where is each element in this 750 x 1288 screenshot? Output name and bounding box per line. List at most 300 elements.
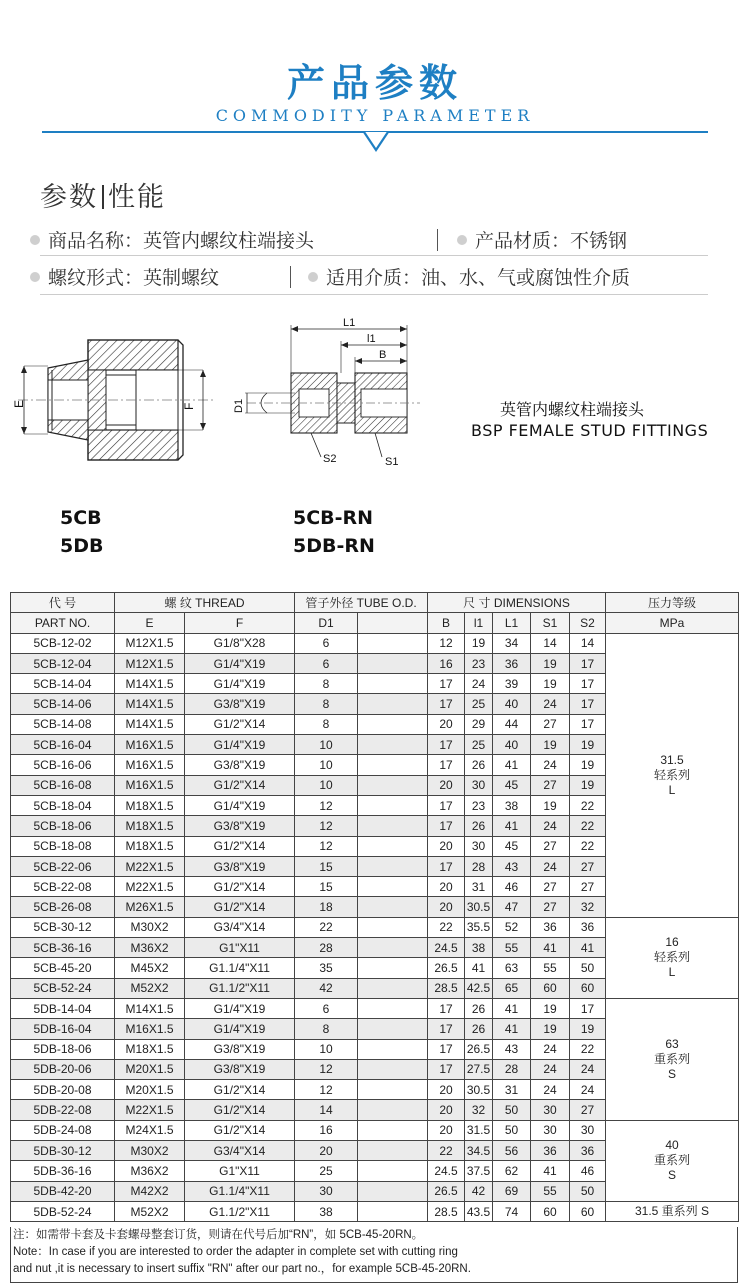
table-cell: G1/4"X19 bbox=[185, 735, 295, 755]
table-cell-blank bbox=[358, 836, 428, 856]
table-cell-blank bbox=[358, 1141, 428, 1161]
table-cell: 8 bbox=[295, 674, 358, 694]
table-cell: 30 bbox=[295, 1181, 358, 1201]
table-cell: M24X1.5 bbox=[115, 1120, 185, 1140]
table-cell: 50 bbox=[493, 1120, 531, 1140]
table-cell: 19 bbox=[531, 795, 570, 815]
table-cell: 24 bbox=[570, 1059, 606, 1079]
header-pressure: 压力等级 bbox=[606, 593, 739, 613]
table-cell: 42 bbox=[465, 1181, 493, 1201]
table-cell: 27 bbox=[570, 877, 606, 897]
table-cell: 36 bbox=[531, 1141, 570, 1161]
table-cell: 22 bbox=[570, 816, 606, 836]
bullet-icon bbox=[30, 235, 40, 245]
property-row-divider bbox=[40, 294, 708, 295]
table-cell-blank bbox=[358, 1181, 428, 1201]
table-cell: M18X1.5 bbox=[115, 836, 185, 856]
pressure-value: 16 bbox=[665, 935, 679, 950]
table-cell: 19 bbox=[531, 998, 570, 1018]
table-cell-blank bbox=[358, 816, 428, 836]
table-cell: 5DB-22-08 bbox=[11, 1100, 115, 1120]
table-cell: M14X1.5 bbox=[115, 714, 185, 734]
table-cell: G1"X11 bbox=[185, 1161, 295, 1181]
table-cell: 40 bbox=[493, 694, 531, 714]
table-cell: 17 bbox=[428, 735, 465, 755]
table-cell: 5DB-42-20 bbox=[11, 1181, 115, 1201]
table-cell: 74 bbox=[493, 1201, 531, 1221]
table-cell: M18X1.5 bbox=[115, 1039, 185, 1059]
table-cell-blank bbox=[358, 775, 428, 795]
table-cell: 28.5 bbox=[428, 1201, 465, 1221]
table-header-row bbox=[11, 593, 739, 613]
table-cell: G3/8"X19 bbox=[185, 1039, 295, 1059]
table-cell: 19 bbox=[531, 653, 570, 673]
table-cell: 19 bbox=[570, 755, 606, 775]
spec-table bbox=[10, 592, 739, 1222]
table-cell: 22 bbox=[570, 836, 606, 856]
table-cell: 30 bbox=[570, 1120, 606, 1140]
table-cell: 23 bbox=[465, 653, 493, 673]
table-cell-blank bbox=[358, 897, 428, 917]
table-cell: 31 bbox=[465, 877, 493, 897]
property-thread-type: 螺纹形式：英制螺纹 bbox=[30, 263, 219, 290]
table-cell: 22 bbox=[570, 1039, 606, 1059]
property-medium: 适用介质：油、水、气或腐蚀性介质 bbox=[308, 263, 630, 290]
dim-label-l1-lower: l1 bbox=[367, 333, 376, 345]
header-dimensions: 尺 寸 DIMENSIONS bbox=[428, 593, 606, 613]
table-cell: G1/2"X14 bbox=[185, 897, 295, 917]
dim-label-s1: S1 bbox=[385, 456, 399, 468]
model-5db-rn: 5DB-RN bbox=[293, 535, 375, 557]
note-line-cn: 注：如需带卡套及卡套螺母整套订货，则请在代号后加“RN”，如 5CB-45-20RN。 bbox=[13, 1229, 424, 1241]
table-cell: 5DB-30-12 bbox=[11, 1141, 115, 1161]
table-cell: 30 bbox=[465, 836, 493, 856]
table-cell: 5CB-26-08 bbox=[11, 897, 115, 917]
table-cell: 5CB-18-08 bbox=[11, 836, 115, 856]
table-cell: 5CB-45-20 bbox=[11, 958, 115, 978]
table-cell: 43 bbox=[493, 856, 531, 876]
table-cell: 41 bbox=[531, 938, 570, 958]
table-cell: 20 bbox=[428, 714, 465, 734]
table-cell: 12 bbox=[295, 816, 358, 836]
table-cell: 5DB-14-04 bbox=[11, 998, 115, 1018]
table-cell: 25 bbox=[295, 1161, 358, 1181]
table-cell: 31 bbox=[493, 1080, 531, 1100]
bullet-icon bbox=[308, 272, 318, 282]
table-cell: 20 bbox=[428, 775, 465, 795]
table-cell: 24 bbox=[531, 755, 570, 775]
table-cell: M14X1.5 bbox=[115, 998, 185, 1018]
header-mpa: MPa bbox=[606, 613, 739, 633]
table-cell: 5CB-22-08 bbox=[11, 877, 115, 897]
table-cell: 17 bbox=[428, 998, 465, 1018]
table-cell: M36X2 bbox=[115, 938, 185, 958]
table-cell: G1/4"X19 bbox=[185, 795, 295, 815]
table-cell: 5CB-14-06 bbox=[11, 694, 115, 714]
table-cell: 6 bbox=[295, 998, 358, 1018]
note-line-en-1: Note：In case if you are interested to order the adapter in complete set with cutting ring bbox=[13, 1246, 458, 1258]
table-cell: 17 bbox=[428, 694, 465, 714]
fitting-drawing-right bbox=[225, 315, 425, 475]
table-cell: 17 bbox=[570, 714, 606, 734]
dim-label-b: B bbox=[379, 349, 387, 361]
table-cell: 42.5 bbox=[465, 978, 493, 998]
note-line-en-2: and nut ,it is necessary to insert suffix "RN" after our part no.，for example 5CB-45-20RN. bbox=[13, 1263, 471, 1275]
table-cell: 10 bbox=[295, 755, 358, 775]
table-cell: 8 bbox=[295, 1019, 358, 1039]
table-cell: 55 bbox=[531, 1181, 570, 1201]
table-cell: 10 bbox=[295, 775, 358, 795]
table-cell: M22X1.5 bbox=[115, 1100, 185, 1120]
table-cell: 60 bbox=[531, 1201, 570, 1221]
header-s1: S1 bbox=[531, 613, 570, 633]
table-cell: 24 bbox=[531, 1039, 570, 1059]
table-cell: 40 bbox=[493, 735, 531, 755]
table-cell: 5DB-18-06 bbox=[11, 1039, 115, 1059]
table-cell: 23 bbox=[465, 795, 493, 815]
table-cell: 26.5 bbox=[428, 958, 465, 978]
table-cell-blank bbox=[358, 1161, 428, 1181]
table-cell: 35 bbox=[295, 958, 358, 978]
table-cell: 30 bbox=[531, 1120, 570, 1140]
table-cell: 30.5 bbox=[465, 1080, 493, 1100]
table-cell: G1/2"X14 bbox=[185, 714, 295, 734]
table-cell: 45 bbox=[493, 775, 531, 795]
header-s2: S2 bbox=[570, 613, 606, 633]
header-blank bbox=[358, 613, 428, 633]
table-cell: 12 bbox=[428, 633, 465, 653]
table-cell: 19 bbox=[531, 674, 570, 694]
table-cell: 50 bbox=[570, 958, 606, 978]
table-cell: 30 bbox=[531, 1100, 570, 1120]
table-cell: 17 bbox=[428, 1059, 465, 1079]
pressure-group-cell bbox=[606, 633, 739, 917]
table-cell: 17 bbox=[570, 694, 606, 714]
model-5cb-rn: 5CB-RN bbox=[293, 507, 374, 529]
table-cell-blank bbox=[358, 998, 428, 1018]
table-cell: 63 bbox=[493, 958, 531, 978]
table-cell: 36 bbox=[531, 917, 570, 937]
table-cell: M36X2 bbox=[115, 1161, 185, 1181]
table-cell: 17 bbox=[570, 674, 606, 694]
table-cell: 30 bbox=[465, 775, 493, 795]
table-cell: M16X1.5 bbox=[115, 1019, 185, 1039]
model-5cb: 5CB bbox=[60, 507, 102, 529]
header-l1-small: l1 bbox=[465, 613, 493, 633]
pressure-value: 31.5 bbox=[660, 752, 684, 767]
table-cell: 10 bbox=[295, 1039, 358, 1059]
table-cell: 56 bbox=[493, 1141, 531, 1161]
table-cell: 34 bbox=[493, 633, 531, 653]
table-cell: 47 bbox=[493, 897, 531, 917]
pressure-series: 轻系列 bbox=[653, 767, 690, 782]
header-b: B bbox=[428, 613, 465, 633]
table-cell: 19 bbox=[570, 775, 606, 795]
chevron-down-icon bbox=[363, 131, 389, 153]
table-cell: M52X2 bbox=[115, 978, 185, 998]
table-cell: G1/2"X14 bbox=[185, 1100, 295, 1120]
table-cell: G1.1/2"X11 bbox=[185, 978, 295, 998]
table-cell: 41 bbox=[493, 998, 531, 1018]
bullet-icon bbox=[457, 235, 467, 245]
table-cell: 27 bbox=[531, 775, 570, 795]
table-cell: 22 bbox=[295, 917, 358, 937]
table-cell: 46 bbox=[570, 1161, 606, 1181]
table-cell: 5CB-16-04 bbox=[11, 735, 115, 755]
table-cell: 41 bbox=[531, 1161, 570, 1181]
pressure-code: S bbox=[667, 1168, 676, 1183]
header-l1: L1 bbox=[493, 613, 531, 633]
table-cell: 60 bbox=[570, 1201, 606, 1221]
table-cell: 5DB-16-04 bbox=[11, 1019, 115, 1039]
spec-table-body bbox=[11, 593, 739, 1222]
page-subtitle: COMMODITY PARAMETER bbox=[215, 106, 535, 125]
table-cell: 19 bbox=[570, 1019, 606, 1039]
table-cell: M26X1.5 bbox=[115, 897, 185, 917]
pressure-code: S bbox=[667, 1066, 676, 1081]
table-cell: 17 bbox=[428, 856, 465, 876]
table-cell-blank bbox=[358, 877, 428, 897]
table-cell: M22X1.5 bbox=[115, 877, 185, 897]
header-tube: 管子外径 TUBE O.D. bbox=[295, 593, 428, 613]
table-cell: 14 bbox=[531, 633, 570, 653]
table-cell: 15 bbox=[295, 877, 358, 897]
table-cell-blank bbox=[358, 714, 428, 734]
table-cell-blank bbox=[358, 1019, 428, 1039]
table-cell: 31.5 bbox=[465, 1120, 493, 1140]
table-cell: 17 bbox=[570, 998, 606, 1018]
table-cell: G1/4"X19 bbox=[185, 998, 295, 1018]
table-cell: G1/4"X19 bbox=[185, 674, 295, 694]
table-cell: G1"X11 bbox=[185, 938, 295, 958]
table-cell: G1/2"X14 bbox=[185, 1080, 295, 1100]
table-cell: G3/8"X19 bbox=[185, 816, 295, 836]
table-cell-blank bbox=[358, 1059, 428, 1079]
table-cell: 32 bbox=[465, 1100, 493, 1120]
table-cell: G3/8"X19 bbox=[185, 755, 295, 775]
table-cell: 24 bbox=[531, 1059, 570, 1079]
table-cell: 27 bbox=[531, 877, 570, 897]
table-cell: 41 bbox=[493, 816, 531, 836]
property-material: 产品材质：不锈钢 bbox=[457, 226, 627, 253]
table-cell: G1/2"X14 bbox=[185, 775, 295, 795]
table-cell-blank bbox=[358, 1100, 428, 1120]
table-cell: 27.5 bbox=[465, 1059, 493, 1079]
table-cell: 24 bbox=[531, 816, 570, 836]
table-cell: G3/8"X19 bbox=[185, 1059, 295, 1079]
table-cell: 34.5 bbox=[465, 1141, 493, 1161]
table-cell: 12 bbox=[295, 1080, 358, 1100]
pressure-value: 31.5 重系列 S bbox=[634, 1204, 710, 1219]
table-cell: M22X1.5 bbox=[115, 856, 185, 876]
table-cell: G1.1/4"X11 bbox=[185, 958, 295, 978]
table-cell: 27 bbox=[531, 836, 570, 856]
property-divider bbox=[290, 266, 291, 288]
table-cell: 41 bbox=[493, 1019, 531, 1039]
table-subheader-row bbox=[11, 613, 739, 633]
dim-label-d1: D1 bbox=[233, 398, 245, 413]
table-cell: 17 bbox=[428, 1019, 465, 1039]
table-cell: 41 bbox=[465, 958, 493, 978]
drawing-caption-en: BSP FEMALE STUD FITTINGS bbox=[471, 421, 709, 440]
table-cell: 36 bbox=[493, 653, 531, 673]
table-cell: 28 bbox=[465, 856, 493, 876]
table-cell: M16X1.5 bbox=[115, 755, 185, 775]
table-cell: 60 bbox=[570, 978, 606, 998]
table-cell: 65 bbox=[493, 978, 531, 998]
header-e: E bbox=[115, 613, 185, 633]
table-cell: 55 bbox=[531, 958, 570, 978]
table-cell: M52X2 bbox=[115, 1201, 185, 1221]
table-cell-blank bbox=[358, 938, 428, 958]
table-cell: 69 bbox=[493, 1181, 531, 1201]
table-cell: M30X2 bbox=[115, 1141, 185, 1161]
table-cell: 20 bbox=[428, 1120, 465, 1140]
table-cell: G1/2"X14 bbox=[185, 877, 295, 897]
property-product-name: 商品名称：英管内螺纹柱端接头 bbox=[30, 226, 314, 253]
table-cell: 17 bbox=[428, 1039, 465, 1059]
table-cell: G1/4"X19 bbox=[185, 653, 295, 673]
table-cell: 14 bbox=[295, 1100, 358, 1120]
table-cell: 17 bbox=[428, 755, 465, 775]
table-cell: 24.5 bbox=[428, 938, 465, 958]
table-cell: M45X2 bbox=[115, 958, 185, 978]
header-f: F bbox=[185, 613, 295, 633]
table-cell: G3/8"X19 bbox=[185, 856, 295, 876]
table-cell: G1/2"X14 bbox=[185, 836, 295, 856]
table-cell: 28.5 bbox=[428, 978, 465, 998]
order-note bbox=[10, 1227, 738, 1283]
table-cell: 19 bbox=[531, 735, 570, 755]
table-cell: 18 bbox=[295, 897, 358, 917]
table-cell: 5CB-14-08 bbox=[11, 714, 115, 734]
table-cell: 29 bbox=[465, 714, 493, 734]
table-cell: 6 bbox=[295, 633, 358, 653]
drawing-caption-cn: 英管内螺纹柱端接头 bbox=[500, 400, 645, 419]
model-5db: 5DB bbox=[60, 535, 104, 557]
table-cell: M14X1.5 bbox=[115, 674, 185, 694]
table-cell: 5CB-18-06 bbox=[11, 816, 115, 836]
table-cell: 46 bbox=[493, 877, 531, 897]
table-cell: 26 bbox=[465, 1019, 493, 1039]
table-cell-blank bbox=[358, 1120, 428, 1140]
table-cell: 5DB-36-16 bbox=[11, 1161, 115, 1181]
table-cell: 5CB-30-12 bbox=[11, 917, 115, 937]
table-cell: 24.5 bbox=[428, 1161, 465, 1181]
table-cell: M18X1.5 bbox=[115, 816, 185, 836]
table-cell: 5DB-20-06 bbox=[11, 1059, 115, 1079]
table-cell: 5DB-20-08 bbox=[11, 1080, 115, 1100]
table-row bbox=[11, 1201, 739, 1221]
pressure-group-cell bbox=[606, 917, 739, 998]
table-cell: 26 bbox=[465, 816, 493, 836]
table-cell: 20 bbox=[428, 1080, 465, 1100]
table-cell: 20 bbox=[428, 836, 465, 856]
table-cell: 25 bbox=[465, 694, 493, 714]
table-cell-blank bbox=[358, 917, 428, 937]
table-cell: 27 bbox=[531, 714, 570, 734]
table-cell: 50 bbox=[570, 1181, 606, 1201]
dim-label-e: E bbox=[12, 399, 26, 408]
pressure-group-cell bbox=[606, 1120, 739, 1201]
table-cell: M16X1.5 bbox=[115, 775, 185, 795]
pressure-series: 重系列 bbox=[653, 1051, 690, 1066]
table-cell: G3/8"X19 bbox=[185, 694, 295, 714]
table-cell: 8 bbox=[295, 694, 358, 714]
pressure-code: L bbox=[668, 782, 676, 797]
header-code: 代 号 bbox=[11, 593, 115, 613]
table-cell: 17 bbox=[570, 653, 606, 673]
header-d1: D1 bbox=[295, 613, 358, 633]
table-cell: M30X2 bbox=[115, 917, 185, 937]
table-cell: 60 bbox=[531, 978, 570, 998]
page-title: 产品参数 bbox=[286, 61, 463, 105]
title-separator bbox=[102, 185, 104, 209]
table-cell: 25 bbox=[465, 735, 493, 755]
pressure-series: 轻系列 bbox=[653, 950, 690, 965]
table-cell: 5CB-12-04 bbox=[11, 653, 115, 673]
table-cell: 26.5 bbox=[465, 1039, 493, 1059]
table-cell: 20 bbox=[428, 897, 465, 917]
table-cell: 5CB-36-16 bbox=[11, 938, 115, 958]
table-cell: 15 bbox=[295, 856, 358, 876]
pressure-value: 63 bbox=[665, 1036, 679, 1051]
section-title bbox=[40, 175, 166, 214]
table-cell-blank bbox=[358, 795, 428, 815]
table-cell: G3/4"X14 bbox=[185, 917, 295, 937]
table-cell: 20 bbox=[295, 1141, 358, 1161]
pressure-code: L bbox=[668, 965, 676, 980]
table-cell-blank bbox=[358, 735, 428, 755]
table-cell: M18X1.5 bbox=[115, 795, 185, 815]
table-cell: 24 bbox=[531, 1080, 570, 1100]
pressure-group-cell bbox=[606, 1201, 739, 1221]
table-cell-blank bbox=[358, 694, 428, 714]
table-cell: 55 bbox=[493, 938, 531, 958]
table-row bbox=[11, 998, 739, 1018]
table-cell: 22 bbox=[570, 795, 606, 815]
table-cell: 41 bbox=[570, 938, 606, 958]
table-cell: G1/2"X14 bbox=[185, 1120, 295, 1140]
table-cell-blank bbox=[358, 1080, 428, 1100]
table-cell: 5CB-22-06 bbox=[11, 856, 115, 876]
table-cell: 12 bbox=[295, 795, 358, 815]
table-cell: 5CB-16-06 bbox=[11, 755, 115, 775]
table-cell: G3/4"X14 bbox=[185, 1141, 295, 1161]
table-cell: 41 bbox=[493, 755, 531, 775]
table-cell: 14 bbox=[570, 633, 606, 653]
table-cell: 16 bbox=[295, 1120, 358, 1140]
header-thread: 螺 纹 THREAD bbox=[115, 593, 295, 613]
table-cell: M20X1.5 bbox=[115, 1080, 185, 1100]
bullet-icon bbox=[30, 272, 40, 282]
table-cell-blank bbox=[358, 755, 428, 775]
table-cell: M42X2 bbox=[115, 1181, 185, 1201]
table-cell: 27 bbox=[531, 897, 570, 917]
dim-label-s2: S2 bbox=[323, 453, 337, 465]
table-cell: 28 bbox=[295, 938, 358, 958]
table-cell: 12 bbox=[295, 1059, 358, 1079]
table-cell: 19 bbox=[465, 633, 493, 653]
table-cell: 5DB-24-08 bbox=[11, 1120, 115, 1140]
property-divider bbox=[437, 229, 438, 251]
table-cell: 6 bbox=[295, 653, 358, 673]
table-cell: G1/4"X19 bbox=[185, 1019, 295, 1039]
table-cell: M12X1.5 bbox=[115, 653, 185, 673]
table-cell: 10 bbox=[295, 735, 358, 755]
table-cell: 27 bbox=[570, 1100, 606, 1120]
table-cell: 50 bbox=[493, 1100, 531, 1120]
